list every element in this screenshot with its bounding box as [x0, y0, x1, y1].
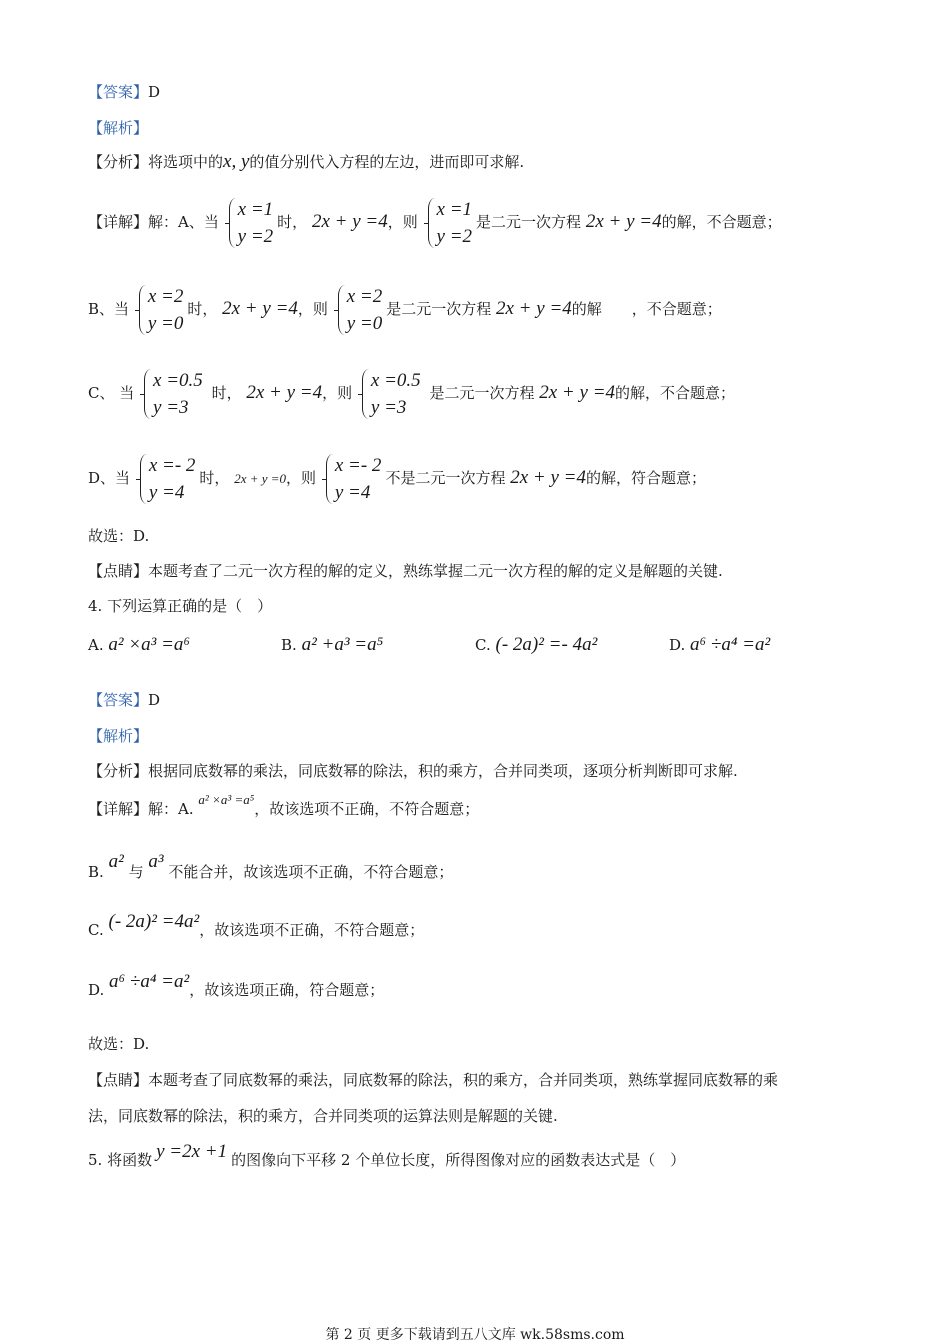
vars-xy: x, y: [223, 151, 250, 172]
q3-detail-row-d: D、当 x =- 2 y =4 时， 2x + y =0，则 x =- 2 y =4 不是二元一次方程 2x + y =4的解，符合题意；: [88, 452, 706, 506]
q3-detail-row-c: C、 当 x =0.5 y =3 时， 2x + y =4，则 x =0.5 y =3 是二元一次方程 2x + y =4的解，不合题意；: [88, 367, 735, 421]
q4-analysis-heading: 【解析】: [88, 727, 149, 745]
answer-tag: 【答案】: [88, 83, 149, 101]
equation-system: x =0.5 y =3: [361, 367, 421, 421]
equation: 2x + y =4: [496, 298, 572, 319]
q4-fenxi: 【分析】根据同底数幂的乘法，同底数幂的除法，积的乘方，合并同类项，逐项分析判断即可求解.: [88, 762, 738, 780]
equation-system: x =1 y =2: [228, 196, 274, 250]
q3-fenxi: 【分析】将选项中的x, y的值分别代入方程的左边，进而即可求解.: [88, 151, 525, 172]
q4-answer-line: 【答案】D: [88, 691, 161, 709]
q3-analysis-heading: 【解析】: [88, 119, 149, 137]
function-expression: y =2x +1: [156, 1141, 228, 1162]
lhs-expression: 2x + y =4: [311, 211, 388, 232]
equation-system: x =- 2 y =4: [325, 452, 382, 506]
answer-value: D: [148, 83, 161, 101]
page-footer: 第 2 页 更多下载请到五八文库 wk.58sms.com: [325, 1327, 625, 1343]
equation-system: x =- 2 y =4: [139, 452, 196, 506]
q4-comment-1: 【点睛】本题考查了同底数幂的乘法，同底数幂的除法，积的乘方，合并同类项，熟练掌握同底数幂的乘: [88, 1071, 779, 1089]
equation-system: x =1 y =2: [427, 196, 473, 250]
q3-answer-line: [88, 82, 160, 102]
q4-stem: 4. 下列运算正确的是（ ）: [88, 597, 273, 615]
q4-option-a: A. a² ×a³ =a⁶: [88, 634, 191, 655]
q3-detail-row-a: 【详解】解：A、当 x =1 y =2 时， 2x + y =4，则 x =1 y =2 是二元一次方程 2x + y =4的解，不合题意；: [88, 196, 782, 250]
q3-comment: 【点睛】本题考查了二元一次方程的解的定义，熟练掌握二元一次方程的解的定义是解题的关键.: [88, 562, 723, 580]
lhs-expression: 2x + y =0: [234, 471, 287, 486]
q4-choose: 故选：D.: [88, 1035, 150, 1053]
lhs-expression: 2x + y =4: [246, 382, 323, 403]
q4-detail-c: C. (- 2a)² =4a²，故该选项不正确，不符合题意；: [88, 911, 425, 939]
q3-detail-row-b: B、当 x =2 y =0 时， 2x + y =4，则 x =2 y =0 是二元一次方程 2x + y =4的解 ，不合题意；: [88, 283, 722, 337]
q4-detail-b: B. a² 与 a³ 不能合并，故该选项不正确，不符合题意；: [88, 851, 454, 881]
equation: 2x + y =4: [585, 211, 662, 232]
q4-option-b: B. a² +a³ =a⁵: [281, 634, 384, 655]
q4-option-d: D. a⁶ ÷a⁴ =a²: [669, 634, 771, 655]
equation-system: x =2 y =0: [138, 283, 184, 337]
q4-comment-2: 法，同底数幂的除法，积的乘方，合并同类项的运算法则是解题的关键.: [88, 1107, 558, 1125]
q5-stem: 5. 将函数 y =2x +1 的图像向下平移 2 个单位长度，所得图像对应的函数表达式是（ ）: [88, 1141, 686, 1169]
equation: 2x + y =4: [510, 467, 586, 488]
equation-system: x =0.5 y =3: [143, 367, 203, 421]
q4-detail-d: D. a⁶ ÷a⁴ =a²，故该选项正确，符合题意；: [88, 971, 385, 999]
equation-system: x =2 y =0: [337, 283, 383, 337]
lhs-expression: 2x + y =4: [222, 298, 298, 319]
q4-detail-a: 【详解】解：A. a² ×a³ =a⁵，故该选项不正确，不符合题意；: [88, 792, 480, 818]
q3-choose: 故选：D.: [88, 527, 150, 545]
equation: 2x + y =4: [539, 382, 616, 403]
q4-option-c: C. (- 2a)² =- 4a²: [475, 634, 598, 655]
